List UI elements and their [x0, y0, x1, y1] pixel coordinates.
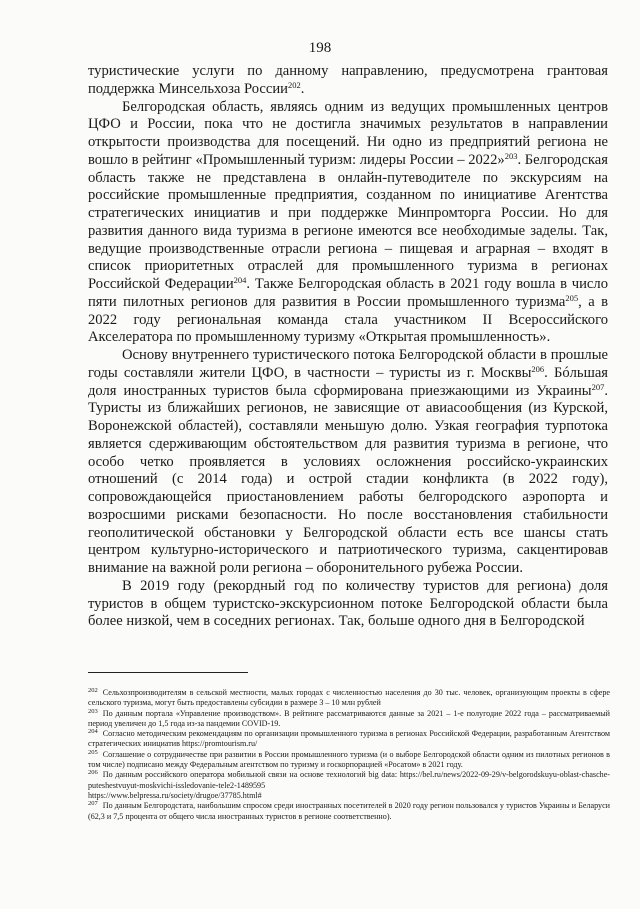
footnote-text: Соглашение о сотрудничестве при развитии в России промышленного туризма (и о выборе Белгородской области одним из пилотных регионов в том числе) подписано между Федеральным агентством по туризму и госкорпорацией «Росатом» в 2021 году. — [88, 749, 610, 770]
text-run: туристические услуги по данному направлению, предусмотрена грантовая поддержка Минсельхоза России — [88, 63, 608, 97]
text-run: . Бóльшая доля иностранных туристов была сформирована приезжающими из Украины — [88, 364, 609, 399]
text-run: Белгородская область, являясь одним из ведущих промышленных центров ЦФО и России, пока что не достигла значимых результатов в направлении открытости производства для посещений. Ни одно из предприятий региона не вошло в рейтинг «Промышленный туризм: лидеры России – 2022» — [88, 98, 608, 168]
paragraph — [88, 347, 608, 578]
footnote — [88, 770, 610, 791]
footnote-reference: 206 — [531, 363, 545, 374]
footnotes — [88, 688, 610, 822]
footnote-reference: 202 — [287, 79, 301, 90]
footnote-separator — [88, 672, 248, 673]
paragraph — [88, 63, 608, 99]
footnote-number: 203 — [88, 707, 98, 715]
footnote — [88, 709, 610, 730]
footnote-number: 202 — [88, 687, 98, 694]
body-text — [88, 63, 608, 631]
footnote-text: По данным портала «Управление производством». В рейтинге рассматриваются данные за 2021 – 1-е полугодие 2022 года – рассматриваемый период увеличен до 1,5 года из-за пандемии COVID-19. — [88, 708, 610, 728]
text-run: . Также Белгородская область в 2021 году вошла в число пяти пилотных регионов для развития в России промышленного туризма — [88, 276, 608, 310]
footnote-reference: 207 — [591, 381, 605, 392]
footnote — [88, 801, 610, 822]
footnote-text: По данным Белгородстата, наибольшим спросом среди иностранных посетителей в 2020 году регион пользовался у туристов Украины и Беларуси (62,3 и 7,5 процента от общего числа иностранных туристов в регионе соответственно). — [88, 801, 610, 821]
paragraph — [88, 578, 608, 631]
page-number: 198 — [308, 40, 332, 56]
footnote-reference: 204 — [233, 275, 247, 285]
footnote-number: 205 — [88, 748, 98, 756]
footnote-number: 204 — [88, 728, 98, 736]
footnote-number: 206 — [88, 769, 98, 777]
text-run: . Туристы из ближайших регионов, не зависящие от авиасообщения (из Курской, Воронежской областей), составляли меньшую долю. Узкая география турпотока является сдерживающим обстоятельством для развития туризма в регионе, что особо четко проявляется в условиях осложнения российско-украинских отношений (с 2014 года) и острой стадии конфликта (в 2022 году), сопровождающейся приостановлением работы белгородского аэропорта и возросшими рисками безопасности. Но после восстановления стабильности геополитической обстановки у Белгородской области есть все шансы стать центром культурно-исторического и патриотического туризма, сакцентировав внимание на важной роли региона – оборонительного рубежа России. — [88, 382, 608, 576]
footnote — [88, 750, 610, 771]
footnote — [88, 688, 610, 709]
text-run: . Белгородская область также не представлена в онлайн-путеводителе по экскурсиям на российские промышленные предприятия, созданном по инициативе Агентства стратегических инициатив и при поддержке Минпромторга России. Но для развития данного вида туризма в регионе имеются все необходимые заделы. Так, ведущие производственные отрасли региона – пищевая и аграрная – входят в список приоритетных отраслей для промышленного туризма в регионах Российской Федерации — [88, 151, 608, 292]
paragraph — [88, 99, 608, 348]
footnote-text: Согласно методическим рекомендациям по организации промышленного туризма в регионах Российской Федерации, разработанным Агентством стратегических инициатив https://promtourism.ru/ — [88, 729, 610, 749]
footnote-url: https://www.belpressa.ru/society/drugoe/37785.html# — [88, 790, 262, 800]
text-run: В 2019 году (рекордный год по количеству туристов для региона) доля туристов в общем туристско-экскурсионном потоке Белгородской области была более низкой, чем в соседних регионах. Так, больше одного дня в Белгородской — [88, 577, 608, 630]
text-run: . — [300, 80, 305, 97]
footnote-reference: 205 — [565, 292, 579, 303]
text-run: , а в 2022 году региональная команда стала участником II Всероссийского Акселератора по промышленному туризму «Открытая промышленность». — [88, 293, 608, 346]
footnote-text: По данным российского оператора мобильной связи на основе технологий big data: https://bel.ru/news/2022-09-29/v-belgorodskuyu-oblast-chasche-puteshestvuyut-moskvichi-issledovanie-tele2-1489595 — [88, 770, 610, 790]
footnote-number: 207 — [88, 800, 98, 808]
footnote-reference: 203 — [504, 150, 518, 161]
footnote-text: Сельхозпроизводителям в сельской местности, малых городах с численностью населения до 30 тыс. человек, организующим проекты в сфере сельского туризма, могут быть предоставлены субсидии в размере 3 – 10 млн рублей — [88, 688, 610, 708]
text-run: Основу внутреннего туристического потока Белгородской области в прошлые годы составляли жители ЦФО, в частности – туристы из г. Москвы — [88, 347, 608, 381]
footnote — [88, 729, 610, 750]
